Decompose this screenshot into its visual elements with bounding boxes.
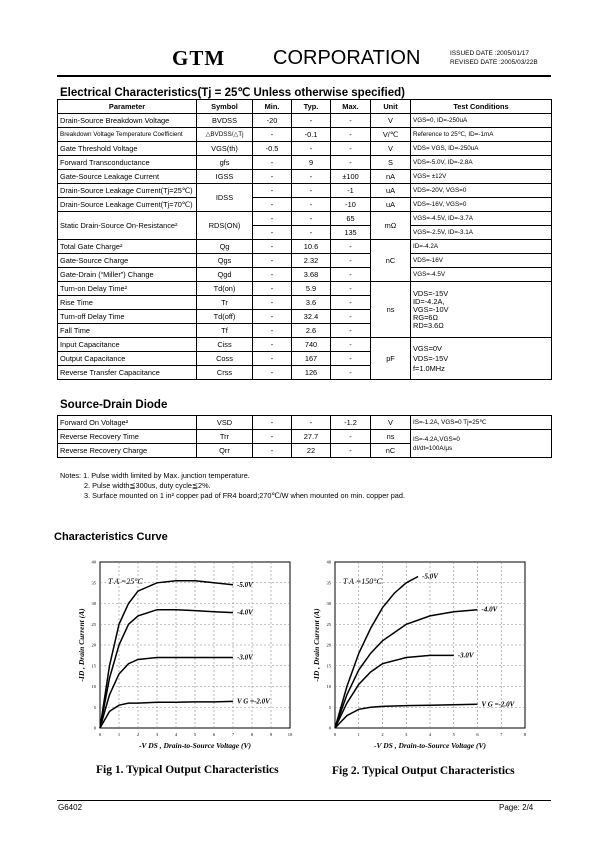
typ-cell: - (292, 212, 331, 226)
typ-cell: 167 (292, 352, 331, 366)
table-row (58, 338, 552, 352)
x-axis-label: -V DS , Drain-to-Source Voltage (V) (139, 741, 251, 750)
condition-cell: VGS=-4.5V (411, 268, 552, 282)
y-tick-label: 10 (326, 684, 331, 689)
symbol-cell: IDSS (197, 184, 253, 212)
max-cell: - (331, 324, 371, 338)
charts-title: Characteristics Curve (54, 531, 168, 543)
y-tick-label: 30 (91, 601, 96, 606)
unit-cell: ns (371, 282, 411, 338)
parameter-cell: Drain-Source Leakage Current(Tj=70℃) (58, 198, 197, 212)
y-axis-label: -ID , Drain Current (A) (77, 608, 86, 682)
revised-date: REVISED DATE :2005/03/22B (450, 59, 538, 66)
max-cell: - (331, 254, 371, 268)
typ-cell: - (292, 184, 331, 198)
footer-rule (57, 800, 551, 801)
x-tick-label: 5 (193, 732, 197, 737)
footer-page: Page: 2/4 (499, 803, 534, 812)
parameter-cell: Static Drain-Source On-Resistance² (58, 212, 197, 240)
typ-cell: 3.6 (292, 296, 331, 310)
parameter-cell: Reverse Transfer Capacitance (58, 366, 197, 380)
min-cell: - (253, 430, 292, 444)
column-header: Parameter (58, 100, 197, 114)
parameter-cell: Reverse Recovery Charge (58, 444, 197, 458)
y-tick-label: 25 (326, 621, 331, 627)
x-tick-label: 0 (98, 732, 102, 737)
typ-cell: 9 (292, 156, 331, 170)
x-tick-label: 8 (523, 732, 527, 737)
y-tick-label: 15 (91, 663, 96, 669)
unit-cell: nC (371, 240, 411, 282)
max-cell: - (331, 142, 371, 156)
typ-cell: -0.1 (292, 128, 331, 142)
max-cell: - (331, 282, 371, 296)
y-tick-label: 0 (328, 725, 331, 731)
condition-cell: VDS=-20V, VGS=0 (411, 184, 552, 198)
max-cell: -1.2 (331, 416, 371, 430)
typ-cell: 27.7 (292, 430, 331, 444)
condition-cell: VDS=-5.0V, ID=-2.8A (411, 156, 552, 170)
column-header: Symbol (197, 100, 253, 114)
symbol-cell: Tr (197, 296, 253, 310)
x-tick-label: 7 (231, 732, 235, 737)
x-tick-label: 6 (212, 732, 216, 737)
max-cell: - (331, 268, 371, 282)
symbol-cell: △BVDSS/△Tj (197, 128, 253, 142)
condition-cell: ID=-4.2A (411, 240, 552, 254)
symbol-cell: Trr (197, 430, 253, 444)
y-tick-label: 35 (91, 580, 96, 586)
typ-cell: - (292, 114, 331, 128)
notes (60, 471, 405, 501)
x-tick-label: 7 (500, 732, 503, 737)
typ-cell: 5.9 (292, 282, 331, 296)
max-cell: - (331, 310, 371, 324)
table-header-row (58, 100, 552, 114)
condition-line: VDS=-15V (413, 288, 449, 298)
temperature-annotation: T A =25°C (108, 577, 143, 586)
y-tick-label: 20 (91, 642, 96, 648)
max-cell: - (331, 156, 371, 170)
min-cell: - (253, 156, 292, 170)
condition-cell: VDS=-16V, VGS=0 (411, 198, 552, 212)
condition-line: VGS=-10V (413, 304, 449, 314)
condition-cell: VGS=-4.5V, ID=-3.7A (411, 212, 552, 226)
typ-cell: 126 (292, 366, 331, 380)
unit-cell: uA (371, 184, 411, 198)
unit-cell: S (371, 156, 411, 170)
symbol-cell: BVDSS (197, 114, 253, 128)
parameter-cell: Gate-Source Charge (58, 254, 197, 268)
table-row (58, 114, 552, 128)
condition-cell: IS=-1.2A, VGS=0 Tj=25℃ (411, 416, 552, 430)
y-axis-label: -ID , Drain Current (A) (312, 608, 321, 682)
x-axis-label: -V DS , Drain-to-Source Voltage (V) (374, 741, 486, 750)
typ-cell: 740 (292, 338, 331, 352)
min-cell: - (253, 352, 292, 366)
symbol-cell: RDS(ON) (197, 212, 253, 240)
electrical-title: Electrical Characteristics(Tj = 25℃ Unless otherwise specified) (60, 87, 405, 99)
max-cell: -10 (331, 198, 371, 212)
y-tick-label: 5 (93, 704, 96, 710)
x-tick-label: 2 (381, 732, 384, 737)
parameter-cell: Output Capacitance (58, 352, 197, 366)
typ-cell: - (292, 198, 331, 212)
table-row (58, 184, 552, 198)
max-cell: - (331, 366, 371, 380)
max-cell: 65 (331, 212, 371, 226)
parameter-cell: Forward On Voltage² (58, 416, 197, 430)
parameter-cell: Reverse Recovery Time (58, 430, 197, 444)
x-tick-label: 9 (269, 732, 273, 737)
symbol-cell: gfs (197, 156, 253, 170)
series-label: -5.0V (422, 572, 438, 581)
typ-cell: 2.6 (292, 324, 331, 338)
note-1: Notes: 1. Pulse width limited by Max. junction temperature. (60, 471, 250, 480)
parameter-cell: Turn-on Delay Time² (58, 282, 197, 296)
output-characteristics-chart-2 (305, 556, 535, 756)
parameter-cell: Fall Time (58, 324, 197, 338)
x-tick-label: 3 (155, 732, 159, 737)
series-label: V G =-2.0V (481, 700, 515, 709)
x-tick-label: 3 (405, 732, 408, 737)
min-cell: - (253, 296, 292, 310)
unit-cell: nA (371, 170, 411, 184)
condition-cell: VGS=-2.5V, ID=-3.1A (411, 226, 552, 240)
capacitance-conditions-cell (411, 338, 552, 380)
symbol-cell: VGS(th) (197, 142, 253, 156)
fig1-caption: Fig 1. Typical Output Characteristics (96, 764, 279, 776)
table-row (58, 170, 552, 184)
typ-cell: 22 (292, 444, 331, 458)
typ-cell: 2.32 (292, 254, 331, 268)
symbol-cell: Td(off) (197, 310, 253, 324)
series-label: -4.0V (237, 608, 253, 617)
condition-line: IS=-4.2A,VGS=0 (413, 435, 460, 443)
min-cell: - (253, 282, 292, 296)
condition-cell: Reference to 25℃, ID=-1mA (411, 128, 552, 142)
column-header: Test Conditions (411, 100, 552, 114)
parameter-cell: Drain-Source Breakdown Voltage (58, 114, 197, 128)
y-tick-label: 5 (328, 704, 331, 710)
unit-cell: pF (371, 338, 411, 380)
x-tick-label: 6 (476, 732, 479, 737)
x-tick-label: 2 (136, 732, 140, 737)
min-cell: - (253, 240, 292, 254)
column-header: Min. (253, 100, 292, 114)
footer-doc-id: G6402 (58, 803, 83, 812)
y-tick-label: 35 (326, 580, 331, 586)
parameter-cell: Total Gate Charge² (58, 240, 197, 254)
min-cell: - (253, 444, 292, 458)
table-row (58, 156, 552, 170)
y-tick-label: 40 (326, 559, 331, 565)
symbol-cell: VSD (197, 416, 253, 430)
issued-date: ISSUED DATE :2005/01/17 (450, 50, 530, 57)
symbol-cell: Td(on) (197, 282, 253, 296)
unit-cell: V (371, 142, 411, 156)
max-cell: - (331, 114, 371, 128)
min-cell: -0.5 (253, 142, 292, 156)
min-cell: - (253, 366, 292, 380)
min-cell: - (253, 324, 292, 338)
table-row (58, 128, 552, 142)
symbol-cell: Qg (197, 240, 253, 254)
parameter-cell: Gate-Source Leakage Current (58, 170, 197, 184)
min-cell: - (253, 198, 292, 212)
table-row (58, 268, 552, 282)
x-tick-label: 10 (287, 732, 293, 737)
x-tick-label: 1 (357, 732, 360, 737)
max-cell: - (331, 128, 371, 142)
parameter-cell: Forward Transconductance (58, 156, 197, 170)
unit-cell: V (371, 416, 411, 430)
parameter-cell: Gate Threshold Voltage (58, 142, 197, 156)
typ-cell: - (292, 170, 331, 184)
series-label: -4.0V (481, 605, 498, 614)
condition-line: f=1.0MHz (413, 363, 445, 373)
temperature-annotation: T A =150°C (343, 577, 382, 586)
typ-cell: 10.6 (292, 240, 331, 254)
min-cell: - (253, 184, 292, 198)
table-row (58, 142, 552, 156)
symbol-cell: IGSS (197, 170, 253, 184)
max-cell: - (331, 240, 371, 254)
diode-title: Source-Drain Diode (60, 399, 168, 411)
unit-cell: ns (371, 430, 411, 444)
table-row (58, 240, 552, 254)
min-cell: - (253, 212, 292, 226)
electrical-table (57, 99, 552, 380)
parameter-cell: Input Capacitance (58, 338, 197, 352)
min-cell: - (253, 338, 292, 352)
min-cell: - (253, 310, 292, 324)
table-row (58, 416, 552, 430)
corporation-title: CORPORATION (273, 47, 421, 69)
series-label: -3.0V (457, 651, 474, 660)
series-label: -5.0V (237, 580, 253, 589)
header-dates (450, 49, 538, 67)
typ-cell: 32.4 (292, 310, 331, 324)
output-characteristics-chart-1 (70, 556, 300, 756)
x-tick-label: 4 (174, 732, 178, 737)
max-cell: - (331, 444, 371, 458)
condition-line: ID=-4.2A, (413, 296, 445, 306)
x-tick-label: 5 (452, 732, 455, 737)
note-3: 3. Surface mounted on 1 in² copper pad of FR4 board;270℃/W when mounted on min. copper pad. (84, 491, 405, 500)
x-tick-label: 4 (428, 732, 432, 737)
max-cell: - (331, 352, 371, 366)
company-logo-text: GTM (172, 46, 226, 70)
unit-cell: uA (371, 198, 411, 212)
typ-cell: - (292, 416, 331, 430)
y-tick-label: 15 (326, 663, 331, 669)
symbol-cell: Tf (197, 324, 253, 338)
condition-cell: VGS=0, ID=-250uA (411, 114, 552, 128)
symbol-cell: Coss (197, 352, 253, 366)
unit-cell: V (371, 114, 411, 128)
condition-line: RG=6Ω (413, 312, 439, 322)
max-cell: -1 (331, 184, 371, 198)
x-tick-label: 1 (117, 732, 121, 737)
symbol-cell: Qrr (197, 444, 253, 458)
y-tick-label: 20 (326, 642, 331, 648)
parameter-cell: Breakdown Voltage Temperature Coefficient (58, 128, 197, 142)
condition-cell: VDS= VGS, ID=-250uA (411, 142, 552, 156)
x-tick-label: 8 (250, 732, 254, 737)
min-cell: - (253, 254, 292, 268)
typ-cell: - (292, 142, 331, 156)
unit-cell: mΩ (371, 212, 411, 240)
max-cell: - (331, 430, 371, 444)
typ-cell: - (292, 226, 331, 240)
condition-line: VDS=-15V (413, 353, 449, 363)
min-cell: -20 (253, 114, 292, 128)
column-header: Typ. (292, 100, 331, 114)
diode-table (57, 415, 552, 458)
max-cell: - (331, 338, 371, 352)
parameter-cell: Gate-Drain (“Miller”) Change (58, 268, 197, 282)
max-cell: ±100 (331, 170, 371, 184)
unit-cell: V/℃ (371, 128, 411, 142)
table-row (58, 198, 552, 212)
max-cell: 135 (331, 226, 371, 240)
symbol-cell: Qgs (197, 254, 253, 268)
min-cell: - (253, 128, 292, 142)
min-cell: - (253, 226, 292, 240)
min-cell: - (253, 416, 292, 430)
recovery-conditions-cell (411, 430, 552, 458)
y-tick-label: 40 (91, 559, 96, 565)
y-tick-label: 25 (91, 621, 96, 627)
condition-cell: VGS= ±12V (411, 170, 552, 184)
switching-conditions-cell (411, 282, 552, 338)
max-cell: - (331, 296, 371, 310)
symbol-cell: Ciss (197, 338, 253, 352)
symbol-cell: Crss (197, 366, 253, 380)
table-row (58, 282, 552, 296)
column-header: Max. (331, 100, 371, 114)
min-cell: - (253, 170, 292, 184)
unit-cell: nC (371, 444, 411, 458)
y-tick-label: 30 (326, 601, 331, 606)
fig2-caption: Fig 2. Typical Output Characteristics (332, 765, 515, 777)
parameter-cell: Drain-Source Leakage Current(Tj=25℃) (58, 184, 197, 198)
table-row (58, 430, 552, 444)
condition-line: dI/dt=100A/μs (413, 444, 453, 452)
note-2: 2. Pulse width≦300us, duty cycle≦2%. (84, 481, 211, 490)
condition-line: VGS=0V (413, 343, 442, 353)
series-label: V G =-2.0V (237, 697, 270, 706)
y-tick-label: 10 (91, 684, 96, 689)
typ-cell: 3.68 (292, 268, 331, 282)
series-label: -3.0V (237, 653, 253, 662)
parameter-cell: Turn-off Delay Time (58, 310, 197, 324)
x-tick-label: 0 (333, 732, 337, 737)
table-row (58, 254, 552, 268)
symbol-cell: Qgd (197, 268, 253, 282)
min-cell: - (253, 268, 292, 282)
condition-cell: VDS=-16V (411, 254, 552, 268)
y-tick-label: 0 (93, 725, 96, 731)
column-header: Unit (371, 100, 411, 114)
header-rule (57, 75, 551, 77)
condition-line: RD=3.6Ω (413, 320, 444, 330)
parameter-cell: Rise Time (58, 296, 197, 310)
table-row (58, 212, 552, 226)
